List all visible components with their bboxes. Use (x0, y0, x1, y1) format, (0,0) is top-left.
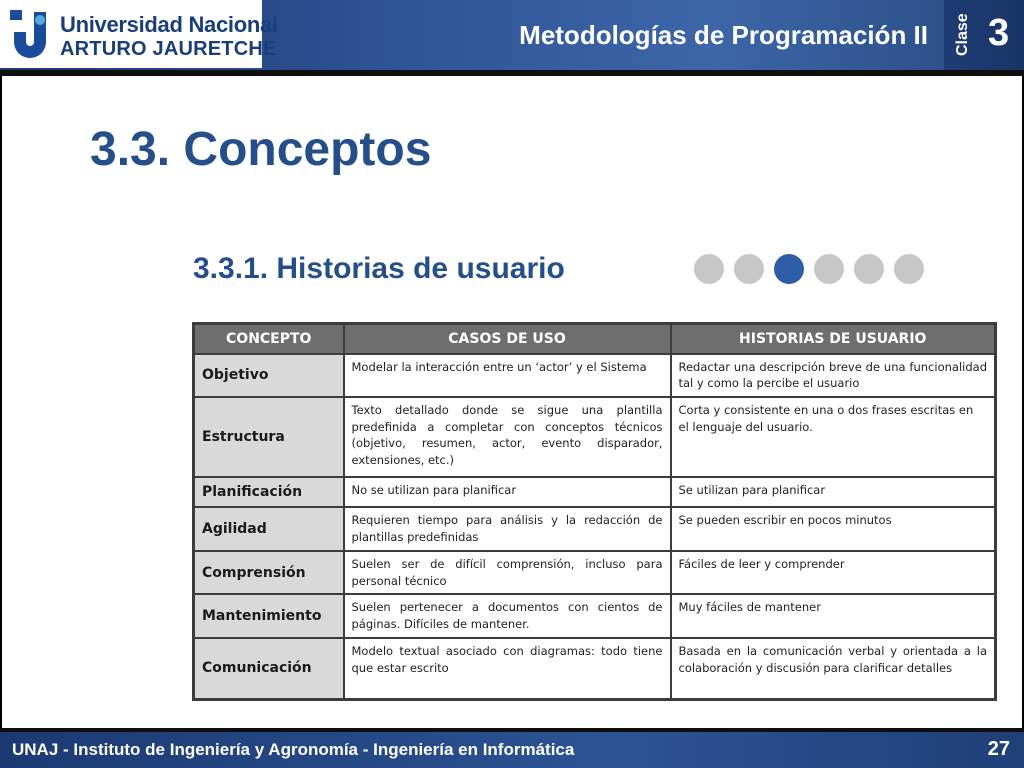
concept-cell: Objetivo (194, 354, 344, 397)
table-row (194, 594, 996, 637)
table-header-row (194, 324, 996, 354)
column-header: CASOS DE USO (344, 324, 671, 354)
progress-dot (734, 254, 764, 284)
concept-cell: Planificación (194, 477, 344, 507)
progress-dots (694, 254, 924, 284)
user-story-cell: Corta y consistente en una o dos frases escritas en el lenguaje del usuario. (671, 397, 996, 477)
table-row (194, 551, 996, 594)
header-divider (0, 70, 1024, 76)
user-story-cell: Redactar una descripción breve de una funcionalidad tal y como la percibe el usuario (671, 354, 996, 397)
page-number: 27 (987, 738, 1010, 760)
use-case-cell: Texto detallado donde se sigue una plantilla predefinida a completar con conceptos técnicos (objetivo, resumen, actor, evento disparador, extensiones, etc.) (344, 397, 671, 477)
use-case-cell: Suelen ser de difícil comprensión, incluso para personal técnico (344, 551, 671, 594)
progress-dot-active (774, 254, 804, 284)
clase-number: 3 (988, 12, 1010, 54)
progress-dot (694, 254, 724, 284)
user-story-cell: Basada en la comunicación verbal y orientada a la colaboración y discusión para clarificar detalles (671, 638, 996, 700)
progress-dot (854, 254, 884, 284)
logo-university-subname: ARTURO JAURETCHE (60, 38, 277, 60)
table-row (194, 507, 996, 551)
university-emblem-icon (8, 8, 52, 62)
left-border (0, 76, 2, 732)
concept-cell: Agilidad (194, 507, 344, 551)
concept-cell: Estructura (194, 397, 344, 477)
concept-cell: Comprensión (194, 551, 344, 594)
user-story-cell: Fáciles de leer y comprender (671, 551, 996, 594)
user-story-cell: Se pueden escribir en pocos minutos (671, 507, 996, 551)
logo-university-name: Universidad Nacional (60, 12, 278, 37)
column-header: HISTORIAS DE USUARIO (671, 324, 996, 354)
concept-cell: Mantenimiento (194, 594, 344, 637)
use-case-cell: Suelen pertenecer a documentos con cientos de páginas. Difíciles de mantener. (344, 594, 671, 637)
table-row (194, 397, 996, 477)
course-title: Metodologías de Programación II (519, 20, 928, 50)
clase-label: Clase (954, 13, 971, 56)
comparison-table (192, 322, 997, 701)
user-story-cell: Se utilizan para planificar (671, 477, 996, 507)
user-story-cell: Muy fáciles de mantener (671, 594, 996, 637)
use-case-cell: Modelo textual asociado con diagramas: todo tiene que estar escrito (344, 638, 671, 700)
section-subtitle: 3.3.1. Historias de usuario (193, 252, 565, 285)
use-case-cell: No se utilizan para planificar (344, 477, 671, 507)
comparison-table-wrapper (192, 322, 994, 696)
table-row (194, 477, 996, 507)
column-header: CONCEPTO (194, 324, 344, 354)
university-logo (0, 0, 278, 68)
progress-dot (894, 254, 924, 284)
concept-cell: Comunicación (194, 638, 344, 700)
table-row (194, 354, 996, 397)
use-case-cell: Modelar la interacción entre un ‘actor’ y el Sistema (344, 354, 671, 397)
slide-title: 3.3. Conceptos (90, 123, 432, 176)
progress-dot (814, 254, 844, 284)
use-case-cell: Requieren tiempo para análisis y la redacción de plantillas predefinidas (344, 507, 671, 551)
table-row (194, 638, 996, 700)
footer-institution-text: UNAJ - Instituto de Ingeniería y Agronomía - Ingeniería en Informática (12, 740, 575, 759)
